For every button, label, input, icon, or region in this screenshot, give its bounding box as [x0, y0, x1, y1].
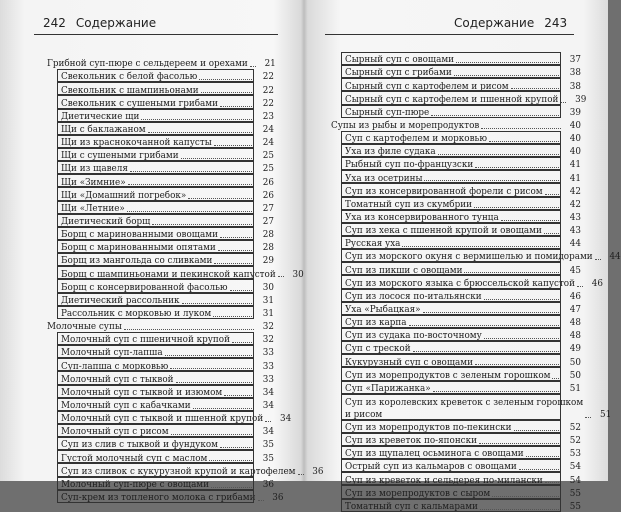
toc-entry	[331, 197, 581, 210]
toc-entry-title: Уха из консервированного тунца	[345, 213, 499, 224]
toc-entry-title: Суп из карпа	[345, 318, 407, 329]
toc-entry	[47, 293, 274, 306]
toc-section-heading	[331, 118, 581, 131]
toc-leader-dots	[128, 184, 254, 185]
toc-leader-dots	[220, 447, 254, 448]
toc-entry-title: Суп из морского языка с брюссельской капустой	[345, 278, 575, 289]
toc-page-number: 44	[609, 252, 621, 263]
left-page-header	[43, 16, 156, 30]
toc-entry-title: Суп из креветок и сельдерея по-милански	[345, 475, 543, 486]
toc-entry	[47, 490, 284, 503]
right-page-title: Содержание	[454, 16, 535, 30]
toc-entry	[331, 105, 581, 118]
toc-entry-title: Щи с сушеными грибами	[61, 151, 179, 162]
toc-entry	[47, 148, 274, 161]
toc-leader-dots	[250, 66, 256, 67]
toc-entry-title: Суп с картофелем и морковью	[345, 134, 487, 145]
toc-entry	[331, 210, 581, 223]
toc-page-number: 52	[569, 436, 581, 447]
toc-leader-dots	[402, 246, 561, 247]
toc-entry-title: Сырный суп с картофелем и пшенной крупой	[345, 94, 559, 105]
toc-page-number: 22	[262, 72, 274, 83]
left-header-rule	[34, 34, 278, 35]
toc-page-number: 28	[262, 230, 274, 241]
toc-entry-title: Молочный суп с рисом	[61, 427, 169, 438]
toc-page-number: 39	[575, 94, 587, 105]
toc-leader-dots	[585, 417, 591, 418]
toc-entry-title: Суп из лосося по-итальянски	[345, 291, 482, 302]
toc-leader-dots	[424, 180, 561, 181]
toc-entry-title	[331, 399, 583, 420]
toc-entry-title: Суп «Парижанка»	[345, 383, 431, 394]
right-page	[308, 0, 621, 512]
toc-page-number: 37	[569, 55, 581, 66]
toc-page-number: 34	[262, 427, 274, 438]
toc-entry	[47, 201, 274, 214]
toc-entry-title: Суп из морепродуктов по-пекински	[345, 423, 512, 433]
toc-leader-dots	[464, 272, 561, 273]
toc-entry-title: Томатный суп с кальмарами	[345, 501, 478, 512]
toc-entry	[331, 367, 581, 380]
toc-page-number: 26	[262, 177, 274, 188]
toc-entry-title: Борщ из мангольда со сливками	[61, 256, 213, 267]
toc-entry-title: Сырный суп с картофелем и рисом	[345, 81, 509, 92]
toc-entry	[47, 82, 274, 95]
toc-leader-dots	[475, 167, 561, 168]
toc-entry	[47, 161, 274, 174]
toc-entry-title: Супы из рыбы и морепродуктов	[331, 121, 480, 132]
toc-entry	[47, 95, 274, 108]
toc-entry	[47, 332, 274, 345]
toc-entry-title: Уха из филе судака	[345, 147, 436, 158]
toc-entry-title: Грибной суп-пюре с сельдереем и орехами	[47, 59, 248, 70]
toc-entry	[331, 394, 612, 420]
toc-page-number: 46	[591, 278, 603, 289]
toc-entry-title: Суп из морепродуктов с сыром	[345, 488, 491, 499]
toc-leader-dots	[481, 128, 561, 129]
toc-leader-dots	[545, 482, 561, 483]
toc-leader-dots	[220, 237, 254, 238]
toc-entry-title: Свекольник с белой фасолью	[61, 72, 198, 83]
toc-entry-title: Суп из щупалец осьминога с овощами	[345, 449, 524, 460]
toc-entry-title: Сырный суп с грибами	[345, 68, 452, 79]
toc-page-number: 45	[569, 265, 581, 276]
toc-entry	[47, 450, 274, 463]
toc-entry	[331, 275, 603, 289]
toc-entry	[47, 187, 274, 200]
toc-leader-dots	[511, 88, 561, 89]
toc-entry-title: Суп из хека с пшенной крупой и овощами	[345, 226, 542, 237]
toc-entry-title: Молочный суп с пшеничной крупой	[61, 335, 230, 346]
toc-entry	[331, 485, 581, 498]
toc-leader-dots	[409, 325, 561, 326]
toc-page-number: 40	[569, 134, 581, 145]
toc-entry	[47, 240, 274, 253]
toc-page-number: 31	[262, 295, 274, 306]
toc-page-number: 33	[262, 348, 274, 359]
toc-entry-title: Свекольник с шампиньонами	[61, 85, 199, 96]
toc-section-heading	[47, 319, 274, 332]
toc-page-number: 51	[569, 383, 581, 394]
toc-leader-dots	[232, 342, 254, 343]
toc-leader-dots	[127, 211, 254, 212]
toc-leader-dots	[475, 364, 561, 365]
toc-entry-title: Рыбный суп по-французски	[345, 160, 474, 171]
toc-page-number: 30	[262, 282, 274, 293]
toc-entry	[331, 341, 581, 354]
toc-page-number: 48	[569, 331, 581, 342]
toc-entry	[47, 463, 324, 477]
toc-page-number: 34	[280, 414, 292, 425]
toc-entry-title: Молочный суп-лапша	[61, 348, 163, 359]
toc-entry	[331, 315, 581, 328]
toc-entry	[331, 183, 581, 196]
toc-entry	[47, 371, 274, 384]
toc-leader-dots	[193, 408, 254, 409]
toc-entry-title: Свекольник с сушеными грибами	[61, 98, 219, 109]
toc-entry-title: Диетические щи	[61, 111, 140, 122]
toc-page-number: 27	[262, 203, 274, 214]
toc-leader-dots	[431, 115, 561, 116]
toc-page-number: 55	[569, 501, 581, 512]
toc-page-number: 28	[262, 243, 274, 254]
toc-entry	[47, 266, 304, 280]
toc-leader-dots	[152, 224, 254, 225]
toc-page-number: 24	[262, 125, 274, 136]
toc-page-number: 42	[569, 186, 581, 197]
toc-leader-dots	[479, 443, 561, 444]
right-page-number: 243	[544, 16, 568, 30]
toc-entry-title: Сырный суп с овощами	[345, 55, 455, 66]
toc-leader-dots	[545, 194, 561, 195]
toc-entry	[331, 302, 581, 315]
toc-page-number: 49	[569, 344, 581, 355]
toc-leader-dots	[214, 263, 254, 264]
toc-leader-dots	[124, 329, 254, 330]
toc-leader-dots	[413, 351, 561, 352]
toc-entry-title: Кукурузный суп с овощами	[345, 357, 473, 368]
toc-page-number: 44	[569, 239, 581, 250]
toc-page-number: 32	[262, 322, 274, 333]
toc-page-number: 54	[569, 462, 581, 473]
toc-entry	[331, 499, 581, 512]
toc-entry	[47, 477, 274, 490]
toc-page-number: 50	[569, 357, 581, 368]
toc-entry-title: Уха «Рыбацкая»	[345, 305, 421, 316]
toc-leader-dots	[148, 132, 254, 133]
toc-entry	[47, 306, 274, 319]
toc-entry-title: Борщ с консервированной фасолью	[61, 282, 228, 293]
toc-page-number: 40	[569, 121, 581, 132]
toc-entry	[47, 122, 274, 135]
toc-entry-title: Суп из морского окуня с вермишелью и помидорами	[345, 252, 593, 263]
toc-entry	[47, 109, 274, 122]
toc-entry-title: Суп из пикши с овощами	[345, 265, 463, 276]
toc-entry	[47, 135, 274, 148]
toc-entry-title: Молочные супы	[47, 322, 122, 333]
toc-entry	[331, 223, 581, 236]
toc-page-number: 21	[264, 59, 276, 70]
toc-entry	[331, 446, 581, 459]
toc-leader-dots	[170, 368, 254, 369]
toc-leader-dots	[484, 299, 561, 300]
toc-page-number: 35	[262, 440, 274, 451]
toc-leader-dots	[454, 75, 561, 76]
toc-leader-dots	[130, 171, 254, 172]
toc-entry	[331, 262, 581, 275]
left-toc-list	[47, 56, 324, 503]
toc-entry	[47, 345, 274, 358]
toc-leader-dots	[552, 378, 561, 379]
toc-entry-title: Молочный суп-пюре с овощами	[61, 479, 210, 490]
toc-entry	[331, 131, 581, 144]
toc-entry	[331, 381, 581, 394]
toc-entry-title: Щи «Домашний погребок»	[61, 190, 187, 201]
toc-leader-dots	[433, 391, 561, 392]
toc-entry	[331, 459, 581, 472]
toc-leader-dots	[188, 198, 254, 199]
toc-page-number: 51	[599, 409, 612, 420]
toc-leader-dots	[492, 496, 561, 497]
toc-entry-title: Уха из осетрины	[345, 173, 423, 184]
toc-entry-title: Борщ с шампиньонами и пекинской капустой	[61, 269, 276, 280]
toc-entry-title: Щи «Летние»	[61, 203, 125, 214]
toc-page-number: 38	[569, 81, 581, 92]
toc-page-number: 22	[262, 98, 274, 109]
toc-entry-title: Щи с баклажаном	[61, 125, 146, 136]
toc-entry-title: Суп из сливок с кукурузной крупой и картофелем	[61, 466, 296, 477]
toc-entry	[331, 420, 581, 433]
toc-entry-title: Суп-крем из топленого молока с грибами	[61, 492, 256, 503]
toc-page-number: 24	[262, 138, 274, 149]
toc-entry	[331, 249, 621, 263]
toc-page-number: 25	[262, 151, 274, 162]
toc-leader-dots	[220, 106, 254, 107]
toc-leader-dots	[519, 469, 561, 470]
toc-entry-title: Молочный суп с тыквой	[61, 374, 174, 385]
toc-entry	[331, 289, 581, 302]
toc-entry-title: Щи из щавеля	[61, 164, 128, 175]
toc-leader-dots	[201, 92, 254, 93]
toc-entry	[47, 385, 274, 398]
toc-page-number: 43	[569, 213, 581, 224]
toc-entry	[331, 157, 581, 170]
toc-leader-dots	[165, 355, 254, 356]
toc-page-number: 27	[262, 217, 274, 228]
toc-entry-title-line2: и рисом	[345, 409, 383, 420]
toc-leader-dots	[278, 276, 284, 277]
toc-page-number: 34	[262, 401, 274, 411]
toc-leader-dots	[595, 259, 601, 260]
toc-entry-title: Русская уха	[345, 239, 401, 250]
toc-entry	[47, 411, 292, 425]
toc-entry-title: Суп из слив с тыквой и фундуком	[61, 440, 218, 451]
toc-page-number: 52	[569, 423, 581, 433]
toc-entry-title: Щи из краснокочанной капусты	[61, 138, 212, 149]
toc-leader-dots	[560, 102, 566, 103]
toc-page-number: 55	[569, 488, 581, 499]
toc-entry	[47, 253, 274, 266]
toc-entry-title: Суп из консервированной форели с рисом	[345, 186, 543, 197]
toc-leader-dots	[489, 141, 561, 142]
toc-entry	[47, 227, 274, 240]
toc-page-number: 43	[569, 226, 581, 237]
toc-entry	[47, 69, 274, 82]
toc-page-number: 54	[569, 475, 581, 486]
toc-page-number: 36	[312, 466, 324, 477]
toc-leader-dots	[258, 500, 264, 501]
toc-leader-dots	[181, 158, 254, 159]
toc-entry	[331, 144, 581, 157]
toc-page-number: 35	[262, 453, 274, 464]
toc-leader-dots	[141, 119, 254, 120]
toc-entry-title: Суп из морепродуктов с зеленым горошком	[345, 370, 551, 381]
toc-entry	[331, 170, 581, 183]
toc-page-number: 25	[262, 164, 274, 175]
toc-entry	[331, 65, 581, 78]
toc-entry-title: Сырный суп-пюре	[345, 107, 430, 118]
toc-entry	[47, 358, 274, 371]
toc-page-number: 42	[569, 199, 581, 210]
toc-page-number: 34	[262, 387, 274, 398]
toc-page-number: 40	[569, 147, 581, 158]
toc-leader-dots	[199, 79, 254, 80]
toc-entry	[47, 214, 274, 227]
toc-entry	[331, 236, 581, 249]
toc-entry-title: Томатный суп из скумбрии	[345, 199, 472, 210]
toc-page-number: 31	[262, 309, 274, 320]
right-page-header	[454, 16, 567, 30]
toc-entry-title: Суп из креветок по-японски	[345, 436, 477, 447]
toc-entry	[47, 424, 274, 437]
toc-entry-title-line1: Суп из королевских креветок с зеленым горошком	[345, 398, 584, 409]
toc-leader-dots	[214, 145, 254, 146]
toc-leader-dots	[423, 312, 561, 313]
right-toc-list	[331, 52, 621, 512]
toc-page-number: 36	[272, 492, 284, 503]
toc-page-number: 33	[262, 361, 274, 372]
toc-entry	[331, 52, 581, 65]
toc-entry-title: Диетический борщ	[61, 217, 151, 228]
toc-entry-title: Молочный суп с тыквой и изюмом	[61, 387, 223, 398]
toc-page-number: 50	[569, 370, 581, 381]
toc-leader-dots	[298, 474, 304, 475]
toc-page-number: 41	[569, 173, 581, 184]
toc-leader-dots	[213, 316, 254, 317]
toc-entry-title: Острый суп из кальмаров с овощами	[345, 462, 517, 473]
toc-page-number: 22	[262, 85, 274, 96]
toc-page-number: 53	[569, 449, 581, 460]
toc-entry-title: Щи «Зимние»	[61, 177, 126, 188]
toc-entry-title: Борщ с маринованными овощами	[61, 230, 218, 241]
toc-page-number: 32	[262, 335, 274, 346]
toc-page-number: 39	[569, 107, 581, 118]
toc-leader-dots	[171, 434, 254, 435]
toc-entry	[331, 433, 581, 446]
toc-section-heading	[47, 56, 274, 69]
toc-entry	[47, 437, 274, 450]
toc-entry-title: Суп с треской	[345, 344, 411, 355]
toc-page-number: 23	[262, 111, 274, 122]
toc-page-number: 38	[569, 68, 581, 79]
toc-leader-dots	[514, 430, 561, 431]
toc-page-number: 46	[569, 291, 581, 302]
toc-entry	[331, 91, 587, 105]
toc-entry	[331, 354, 581, 367]
toc-leader-dots	[218, 250, 254, 251]
toc-entry-title: Рассольник с морковью и луком	[61, 309, 212, 320]
left-page-title: Содержание	[75, 16, 157, 30]
toc-entry-title: Диетический рассольник	[61, 295, 180, 306]
toc-page-number: 30	[292, 269, 304, 280]
toc-entry-title: Суп-лапша с морковью	[61, 361, 169, 372]
toc-entry	[331, 328, 581, 341]
toc-leader-dots	[526, 456, 561, 457]
toc-entry	[47, 174, 274, 187]
toc-leader-dots	[230, 290, 254, 291]
toc-page-number: 41	[569, 160, 581, 171]
toc-page-number: 26	[262, 190, 274, 201]
toc-leader-dots	[265, 421, 271, 422]
toc-entry-title: Молочный суп с кабачками	[61, 401, 191, 411]
toc-entry	[47, 398, 274, 411]
toc-entry-title: Молочный суп с тыквой и пшенной крупой	[61, 414, 264, 425]
toc-leader-dots	[577, 286, 583, 287]
toc-leader-dots	[438, 154, 561, 155]
toc-leader-dots	[484, 338, 561, 339]
toc-leader-dots	[544, 233, 561, 234]
toc-page-number: 29	[262, 256, 274, 267]
toc-entry	[331, 472, 581, 485]
toc-leader-dots	[211, 487, 254, 488]
toc-page-number: 47	[569, 305, 581, 316]
toc-leader-dots	[474, 207, 561, 208]
toc-leader-dots	[456, 62, 561, 63]
toc-entry	[47, 279, 274, 292]
toc-entry-title: Густой молочный суп с маслом	[61, 453, 208, 464]
right-header-rule	[325, 34, 574, 35]
toc-page-number: 48	[569, 318, 581, 329]
toc-page-number: 36	[262, 479, 274, 490]
toc-leader-dots	[176, 382, 255, 383]
toc-leader-dots	[209, 460, 254, 461]
toc-entry	[331, 78, 581, 91]
left-page-number: 242	[43, 16, 66, 30]
toc-entry-title: Борщ с маринованными опятами	[61, 243, 216, 254]
toc-leader-dots	[224, 395, 254, 396]
toc-leader-dots	[182, 303, 254, 304]
toc-leader-dots	[480, 509, 561, 510]
toc-leader-dots	[501, 220, 561, 221]
toc-page-number: 33	[262, 374, 274, 385]
toc-entry-title: Суп из судака по-восточному	[345, 331, 482, 342]
